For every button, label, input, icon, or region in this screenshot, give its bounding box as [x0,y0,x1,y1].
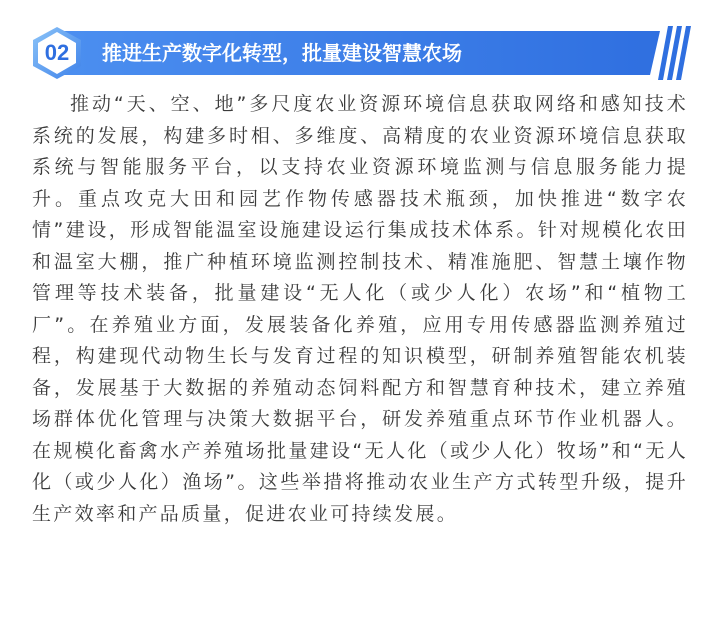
section-header [30,26,690,80]
section-number: 02 [44,40,70,65]
stripes-decoration [658,26,694,80]
body-paragraph: 推动“天、空、地”多尺度农业资源环境信息获取网络和感知技术系统的发展，构建多时相、多维度、高精度的农业资源环境信息获取系统与智能服务平台，以支持农业资源环境监测与信息服务能力提升。重点攻克大田和园艺作物传感器技术瓶颈，加快推进“数字农情”建设，形成智能温室设施建设运行集成技术体系。针对规模化农田和温室大棚，推广种植环境监测控制技术、精准施肥、智慧土壤作物管理等技术装备，批量建设“无人化（或少人化）农场”和“植物工厂”。在养殖业方面，发展装备化养殖，应用专用传感器监测养殖过程，构建现代动物生长与发育过程的知识模型，研制养殖智能农机装备，发展基于大数据的养殖动态饲料配方和智慧育种技术，建立养殖场群体优化管理与决策大数据平台，研发养殖重点环节作业机器人。在规模化畜禽水产养殖场批量建设“无人化（或少人化）牧场”和“无人化（或少人化）渔场”。这些举措将推动农业生产方式转型升级，提升生产效率和产品质量，促进农业可持续发展。 [32,93,688,525]
section-title: 推进生产数字化转型，批量建设智慧农场 [102,41,462,65]
